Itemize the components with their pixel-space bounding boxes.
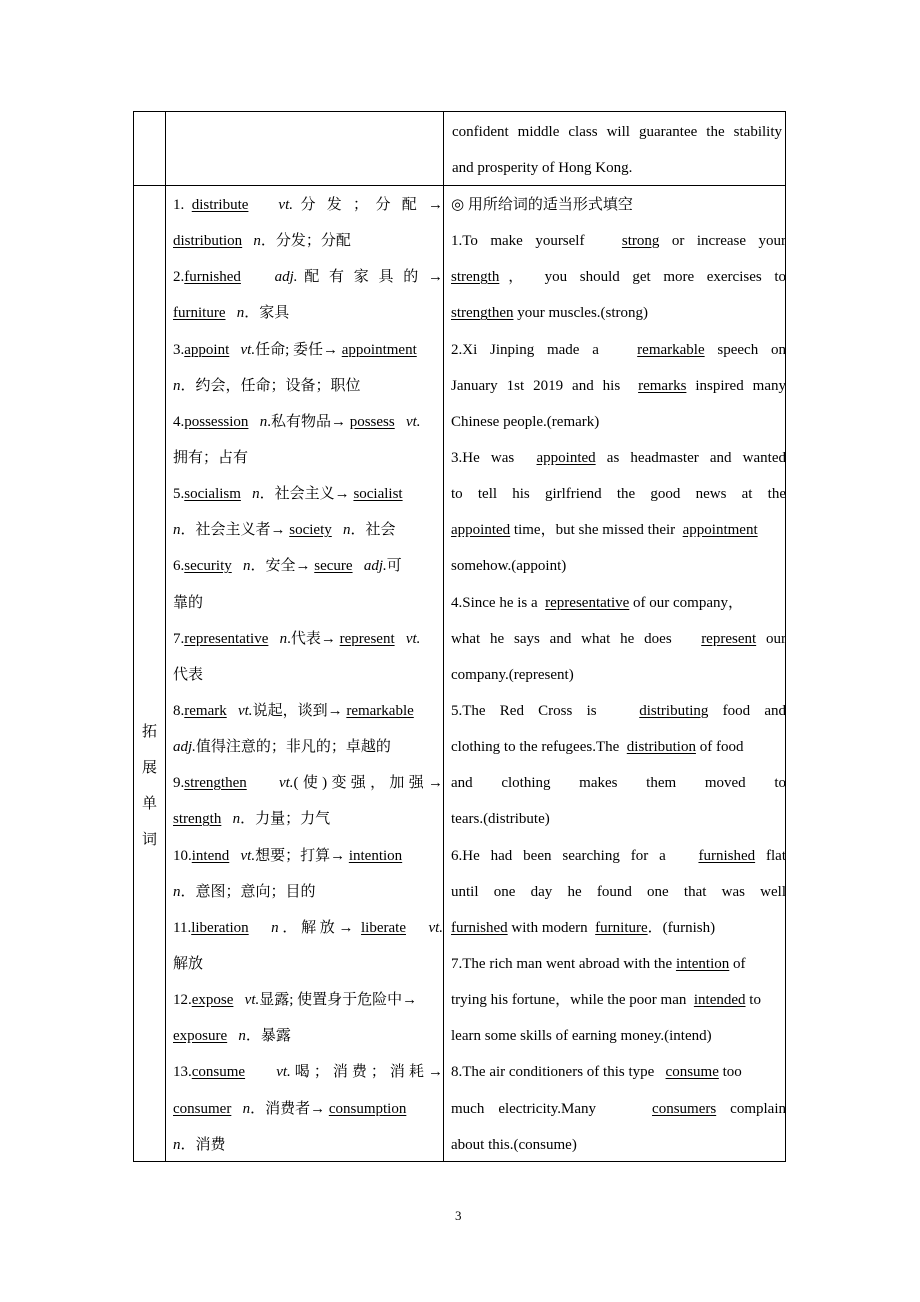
answer-blank: remarks xyxy=(638,377,687,394)
section-label-char: 拓 xyxy=(141,724,157,740)
text-segment xyxy=(395,631,406,647)
text-segment: vt. xyxy=(278,197,293,213)
answer-blank: appointed xyxy=(451,522,511,539)
text-segment: n xyxy=(232,811,241,828)
answer-blank: possess xyxy=(349,413,395,430)
text-segment: vt. xyxy=(405,413,421,430)
answer-blank: consumers xyxy=(652,1100,717,1117)
exercise-line xyxy=(451,910,786,946)
answer-blank: represent xyxy=(339,630,395,647)
exercise-line xyxy=(451,729,786,765)
text-segment: 值得注意的；非凡的；卓越的 xyxy=(195,739,391,756)
exercise-line xyxy=(451,1127,786,1163)
text-segment: ．分发；分配 xyxy=(260,233,351,250)
word-list-line xyxy=(173,1091,443,1127)
text-segment xyxy=(229,342,240,358)
text-segment: what he says and what he does xyxy=(451,630,702,647)
text-segment: n xyxy=(279,630,288,647)
answer-blank: furnished xyxy=(184,269,241,286)
text-segment: ．社会主义者→ xyxy=(180,522,290,539)
word-list-line xyxy=(173,693,443,729)
text-segment: tears.(distribute) xyxy=(451,811,550,828)
answer-blank: furniture xyxy=(173,305,226,322)
text-segment: learn some skills of earning money.(intend) xyxy=(451,1028,712,1045)
text-segment: n xyxy=(271,919,279,936)
answer-blank: possession xyxy=(184,413,249,430)
text-segment: food and xyxy=(708,702,786,719)
top-row-line xyxy=(452,114,782,150)
text-segment: 7.The rich man went abroad with the xyxy=(451,955,676,972)
answer-blank: security xyxy=(184,558,232,575)
text-segment: n xyxy=(343,522,351,539)
text-segment xyxy=(406,920,428,936)
text-segment: inspired many xyxy=(686,377,786,394)
word-list-line xyxy=(173,910,443,946)
text-segment: flat xyxy=(755,847,786,864)
text-segment: our xyxy=(756,630,786,647)
answer-blank: liberation xyxy=(191,919,249,936)
exercise-line xyxy=(451,548,786,584)
exercise-line xyxy=(451,838,786,874)
top-row-line xyxy=(452,150,782,186)
exercise-line xyxy=(451,1054,786,1090)
text-segment: 2.Xi Jinping made a xyxy=(451,341,638,358)
word-list-line xyxy=(173,801,443,837)
answer-blank: distribution xyxy=(626,739,696,756)
top-row-text xyxy=(452,114,782,186)
text-segment: 拥有；占有 xyxy=(173,449,249,466)
word-list-line xyxy=(173,548,443,584)
text-segment: much electricity.Many xyxy=(451,1100,653,1117)
text-segment: vt. xyxy=(428,919,443,936)
text-segment: .代表→ xyxy=(287,630,340,647)
word-list-line xyxy=(173,946,443,982)
text-segment: 10. xyxy=(173,847,192,864)
text-segment: (使)变强，加强→ xyxy=(293,775,443,792)
text-segment: vt. xyxy=(240,847,256,864)
text-segment: 9. xyxy=(173,775,185,792)
text-segment: adj. xyxy=(363,558,387,575)
answer-blank: represent xyxy=(701,630,757,647)
text-segment: with modern xyxy=(507,919,596,936)
exercise-line xyxy=(451,801,786,837)
text-segment: 4.Since he is a xyxy=(451,594,546,611)
fill-in-exercise xyxy=(451,187,786,1163)
text-segment: time，but she missed their xyxy=(510,522,683,539)
answer-blank: intention xyxy=(348,847,403,864)
section-label-char: 展 xyxy=(141,760,157,776)
text-segment xyxy=(245,1064,276,1080)
text-segment: 配 有 家 具 的 → xyxy=(297,269,443,286)
text-segment: ．消费者→ xyxy=(250,1100,329,1117)
exercise-line xyxy=(451,259,786,295)
text-segment: 靠的 xyxy=(173,594,204,611)
vocabulary-table xyxy=(133,111,786,1162)
word-list-line xyxy=(173,259,443,295)
exercise-line xyxy=(451,874,786,910)
text-segment: 2. xyxy=(173,269,185,286)
text-segment: about this.(consume) xyxy=(451,1136,577,1153)
text-segment xyxy=(395,414,406,430)
text-segment: vt. xyxy=(244,992,260,1009)
answer-blank: strength xyxy=(451,269,500,286)
text-segment: complain xyxy=(716,1100,786,1117)
text-segment: 4. xyxy=(173,413,185,430)
text-segment xyxy=(353,558,364,574)
text-segment xyxy=(231,1101,242,1117)
word-list-line xyxy=(173,585,443,621)
word-list-line xyxy=(173,1127,443,1163)
answer-blank: furnished xyxy=(451,919,508,936)
text-segment: adj. xyxy=(173,739,196,756)
text-segment: company.(represent) xyxy=(451,666,574,683)
text-segment: vt. xyxy=(278,775,294,792)
answer-blank: remarkable xyxy=(637,341,705,358)
text-segment: ， you should get more exercises to xyxy=(499,269,786,286)
text-segment: 说起，谈到→ xyxy=(252,702,347,719)
word-list-line xyxy=(173,187,443,223)
text-segment: 5.The Red Cross is xyxy=(451,702,640,719)
exercise-line xyxy=(451,332,786,368)
word-list-line xyxy=(173,765,443,801)
text-segment: n xyxy=(242,1100,251,1117)
section-label-char: 词 xyxy=(141,832,157,848)
text-segment xyxy=(242,233,253,249)
answer-blank: socialist xyxy=(353,486,403,503)
text-segment: ．暴露 xyxy=(245,1028,291,1045)
word-list-line xyxy=(173,368,443,404)
text-segment: ．安全→ xyxy=(250,558,315,575)
word-list-line xyxy=(173,729,443,765)
exercise-line xyxy=(451,765,786,801)
text-segment: to tell his girlfriend the good news at the xyxy=(451,486,786,503)
text-segment: ．解放→ xyxy=(278,919,362,936)
answer-blank: socialism xyxy=(184,486,241,503)
exercise-line xyxy=(451,295,786,331)
exercise-line xyxy=(451,512,786,548)
text-segment: 8.The air conditioners of this type xyxy=(451,1064,666,1081)
exercise-line xyxy=(451,368,786,404)
text-segment: vt. xyxy=(276,1064,291,1081)
text-segment xyxy=(227,703,238,719)
word-list-line xyxy=(173,1018,443,1054)
text-segment: too xyxy=(718,1064,742,1081)
text-segment xyxy=(221,811,232,827)
answer-blank: distribution xyxy=(173,233,243,250)
word-list-line xyxy=(173,838,443,874)
answer-blank: expose xyxy=(191,992,234,1009)
answer-blank: strengthen xyxy=(184,775,247,792)
text-segment: vt. xyxy=(237,702,253,719)
exercise-line xyxy=(451,657,786,693)
answer-blank: consume xyxy=(191,1064,246,1081)
answer-blank: intended xyxy=(693,992,746,1009)
answer-blank: society xyxy=(289,522,332,539)
answer-blank: furnished xyxy=(698,847,756,864)
answer-blank: secure xyxy=(314,558,353,575)
text-segment: ◎ 用所给词的适当形式填空 xyxy=(451,197,633,213)
text-segment: 6.He had been searching for a xyxy=(451,847,699,864)
exercise-line xyxy=(451,404,786,440)
text-segment: vt. xyxy=(405,630,421,647)
text-segment: 8. xyxy=(173,702,185,719)
answer-blank: consumer xyxy=(173,1100,232,1117)
exercise-line xyxy=(451,585,786,621)
text-segment xyxy=(241,269,275,285)
answer-blank: furniture xyxy=(595,919,648,936)
text-segment: n xyxy=(242,558,251,575)
answer-blank: intention xyxy=(675,955,730,972)
text-segment: your muscles.(strong) xyxy=(513,305,649,322)
text-segment: n xyxy=(238,1028,246,1045)
section-label-char: 单 xyxy=(141,796,157,812)
word-list-line xyxy=(173,476,443,512)
text-segment: or increase your xyxy=(659,233,786,250)
text-segment: January 1st 2019 and his xyxy=(451,377,639,394)
exercise-line xyxy=(451,223,786,259)
answer-blank: strong xyxy=(621,233,660,250)
text-segment: ．意图；意向；目的 xyxy=(180,883,316,900)
answer-blank: strengthen xyxy=(451,305,514,322)
word-list-line xyxy=(173,512,443,548)
exercise-line xyxy=(451,982,786,1018)
exercise-line xyxy=(451,1018,786,1054)
text-segment: ．消费 xyxy=(180,1136,226,1153)
text-segment: as headmaster and wanted xyxy=(595,449,786,466)
text-segment: adj. xyxy=(274,269,298,286)
text-segment: ．社会主义→ xyxy=(259,486,354,503)
answer-blank: liberate xyxy=(361,919,406,936)
text-segment xyxy=(248,197,278,213)
exercise-line xyxy=(451,946,786,982)
page-number: 3 xyxy=(455,1208,462,1223)
column-divider xyxy=(165,112,166,1161)
column-divider xyxy=(443,112,444,1161)
word-list-line xyxy=(173,874,443,910)
text-segment: 1.To make yourself xyxy=(451,233,622,250)
answer-blank: consume xyxy=(665,1064,719,1081)
text-segment xyxy=(268,631,279,647)
text-segment: trying his fortune，while the poor man xyxy=(451,992,694,1009)
text-segment: 分 发 ； 分 配 → xyxy=(293,197,443,213)
text-segment xyxy=(241,486,252,502)
word-list xyxy=(173,187,443,1163)
exercise-line xyxy=(451,693,786,729)
word-list-line xyxy=(173,332,443,368)
section-label-expand-words xyxy=(134,714,165,858)
text-segment: 6. xyxy=(173,558,185,575)
text-segment: n xyxy=(253,233,261,250)
answer-blank: consumption xyxy=(328,1100,407,1117)
text-segment xyxy=(227,1028,238,1044)
exercise-line xyxy=(451,187,786,223)
answer-blank: distribute xyxy=(191,197,249,213)
text-segment: n xyxy=(173,377,181,394)
text-segment: n xyxy=(173,1136,181,1153)
text-segment: 7. xyxy=(173,630,185,647)
text-segment: ．社会 xyxy=(350,522,396,539)
word-list-line xyxy=(173,621,443,657)
text-segment xyxy=(248,414,259,430)
answer-blank: strength xyxy=(173,811,222,828)
text-segment: n xyxy=(252,486,260,503)
answer-blank: representative xyxy=(184,630,269,647)
text-segment: ．约会，任命；设备；职位 xyxy=(180,377,361,394)
text-segment: 喝；消费；消耗→ xyxy=(290,1064,443,1081)
answer-blank: remarkable xyxy=(346,702,414,719)
text-segment xyxy=(332,522,343,538)
text-segment: ．家具 xyxy=(244,305,290,322)
text-segment: and prosperity of Hong Kong. xyxy=(452,160,633,177)
text-segment: 1. xyxy=(173,197,192,213)
exercise-line xyxy=(451,440,786,476)
text-segment: 可 xyxy=(386,558,402,575)
answer-blank: representative xyxy=(545,594,630,611)
text-segment xyxy=(229,848,240,864)
text-segment xyxy=(249,920,271,936)
word-list-line xyxy=(173,440,443,476)
text-segment: of our company， xyxy=(629,594,744,611)
text-segment: 解放 xyxy=(173,955,204,972)
text-segment: 5. xyxy=(173,486,185,503)
answer-blank: remark xyxy=(184,702,227,719)
answer-blank: distributing xyxy=(639,702,709,719)
exercise-line xyxy=(451,476,786,512)
text-segment: 3. xyxy=(173,341,185,358)
text-segment: until one day he found one that was well xyxy=(451,883,786,900)
text-segment: 13. xyxy=(173,1064,192,1081)
text-segment: 代表 xyxy=(173,666,204,683)
text-segment: and clothing makes them moved to xyxy=(451,775,786,792)
text-segment: ．力量；力气 xyxy=(240,811,331,828)
text-segment: 3.He was xyxy=(451,449,537,466)
text-segment: clothing to the refugees.The xyxy=(451,739,627,756)
text-segment xyxy=(225,305,236,321)
text-segment xyxy=(247,775,279,791)
text-segment: n xyxy=(173,883,181,900)
text-segment: 显露; 使置身于危险中→ xyxy=(259,992,418,1009)
text-segment: vt. xyxy=(240,341,256,358)
text-segment: 11. xyxy=(173,919,192,936)
text-segment: to xyxy=(745,992,761,1009)
text-segment xyxy=(233,992,244,1008)
text-segment: ．(furnish) xyxy=(647,919,716,936)
word-list-line xyxy=(173,982,443,1018)
text-segment: Chinese people.(remark) xyxy=(451,413,600,430)
answer-blank: appoint xyxy=(184,341,230,358)
text-segment: of food xyxy=(695,739,744,756)
text-segment: .私有物品→ xyxy=(267,413,350,430)
text-segment: confident middle class will guarantee the stability xyxy=(452,124,782,140)
text-segment: n xyxy=(173,522,181,539)
word-list-line xyxy=(173,404,443,440)
word-list-line xyxy=(173,223,443,259)
answer-blank: appointed xyxy=(536,449,596,466)
text-segment: n xyxy=(259,413,268,430)
text-segment: 12. xyxy=(173,992,192,1009)
text-segment: 想要；打算→ xyxy=(255,847,349,864)
text-segment xyxy=(232,558,243,574)
exercise-line xyxy=(451,621,786,657)
text-segment: n xyxy=(236,305,245,322)
text-segment: 任命; 委任→ xyxy=(255,341,342,358)
text-segment: of xyxy=(729,955,746,972)
answer-blank: intend xyxy=(191,847,230,864)
text-segment: somehow.(appoint) xyxy=(451,558,567,575)
answer-blank: exposure xyxy=(173,1028,228,1045)
answer-blank: appointment xyxy=(341,341,417,358)
answer-blank: appointment xyxy=(682,522,758,539)
word-list-line xyxy=(173,657,443,693)
text-segment: speech on xyxy=(704,341,786,358)
word-list-line xyxy=(173,1054,443,1090)
exercise-line xyxy=(451,1091,786,1127)
word-list-line xyxy=(173,295,443,331)
